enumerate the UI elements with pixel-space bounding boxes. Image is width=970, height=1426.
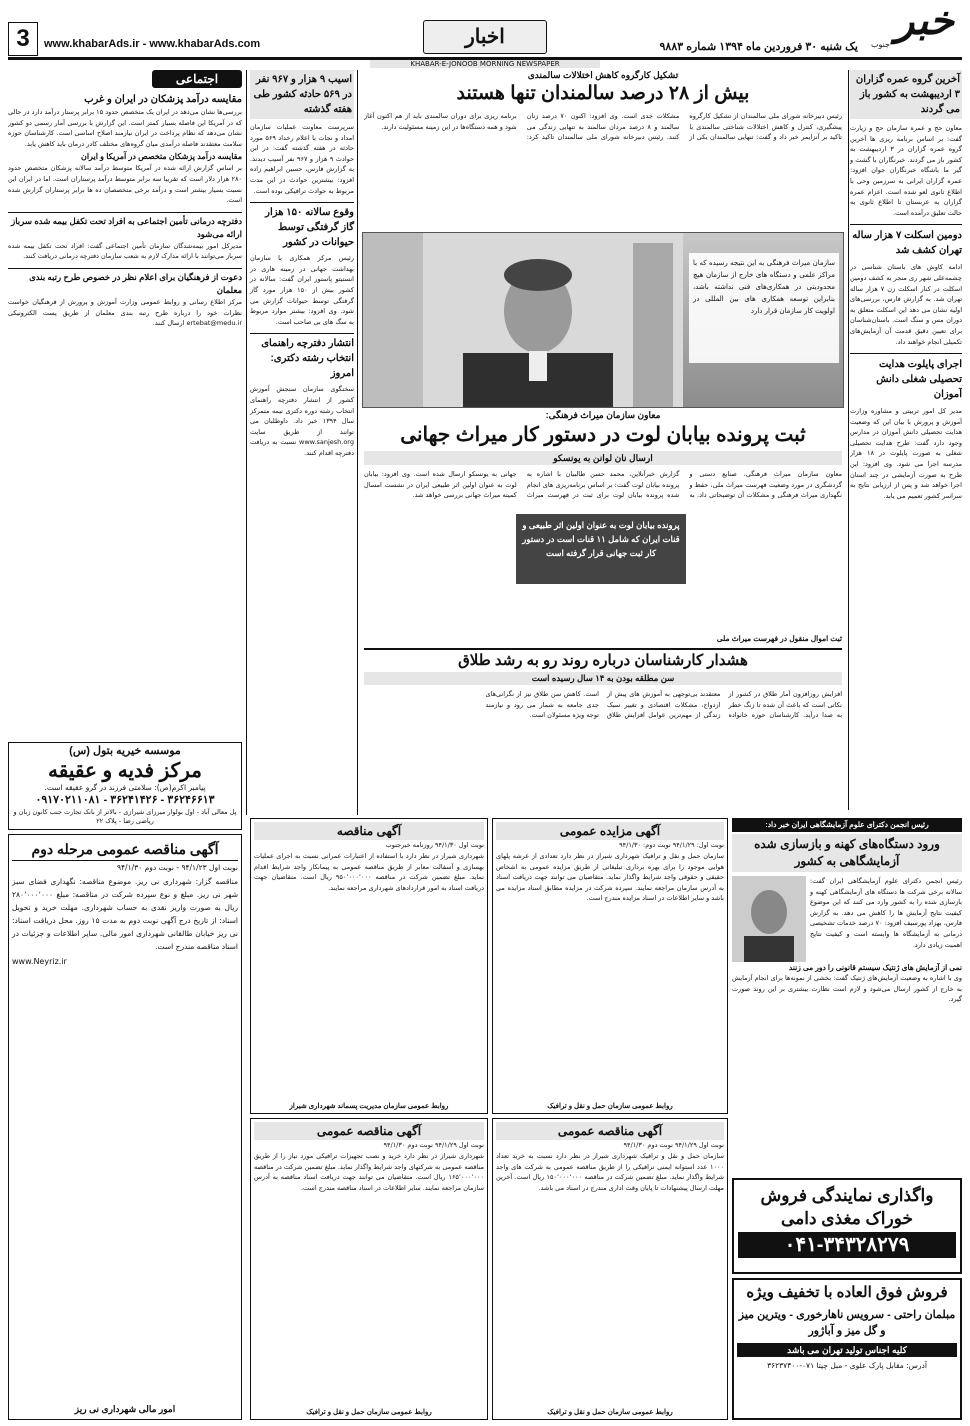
feed-agency-ad <box>732 1178 962 1274</box>
site-url: www.khabarAds.ir - www.khabarAds.com <box>44 38 261 50</box>
heritage-pull-quote <box>516 514 686 584</box>
niriz-tender-ad <box>8 834 242 1420</box>
tender-3-meta: نوبت اول ۹۴/۱/۲۹ نوبت دوم ۹۴/۱/۳۰ <box>623 1141 724 1149</box>
skeleton-headline: دومین اسکلت ۷ هزار ساله تهران کشف شد <box>850 224 962 258</box>
tender-1-meta: نوبت اول: ۹۴/۱/۲۹ نوبت دوم: ۹۴/۱/۳۰ <box>619 841 724 849</box>
social-column <box>8 70 242 738</box>
niriz-tender-title: آگهی مناقصه عمومی مرحله دوم <box>12 838 238 861</box>
feed-ad-title: واگذاری نمایندگی فروش خوراک مغذی دامی <box>760 1186 934 1228</box>
heritage-kicker: معاون سازمان میراث فرهنگی: <box>545 410 661 420</box>
lab-body: رئیس انجمن دکترای علوم آزمایشگاهی ایران گفت: سالانه برخی شرکت ها دستگاه های آزمایشگاهی کهنه و بازسازی شده را به کشور وارد می کنند که این موضوع کیفیت نتایج آزمایش ها را کاهش می دهد. به گزارش فارس، بهزاد پورسیف افزود: ۷۰ درصد خدمات تشخیصی درمانی به آزمایشگاه ها وابسته است و کیفیت نتایج اهمیت زیادی دارد. <box>810 877 962 949</box>
divorce-body: افزایش روزافزون آمار طلاق در کشور از نکاتی است که باعث آن شده تا زنگ خطر به صدا درآید. کارشناسان حوزه خانواده معتقدند بی‌توجهی به آموزش های پیش از ازدواج، مشکلات اقتصادی و تغییر سبک زندگی از مهم‌ترین عوامل افزایش طلاق است. کاهش سن طلاق نیز از نگرانی‌های جدی جامعه به شمار می رود و نیازمند توجه ویژه مسئولان است. <box>485 690 842 720</box>
elderly-kicker: تشکیل کارگروه کاهش اختلالات سالمندی <box>527 70 679 80</box>
tender-2-body: شهرداری شیراز در نظر دارد با استفاده از اعتبارات عمرانی نسبت به اجرای عملیات بهسازی و آسفالت معابر از طریق مناقصه عمومی به پیمانکار واجد شرایط اقدام نماید. مبلغ تضمین شرکت در مناقصه ۹۵۰٬۰۰۰٬۰۰۰ ریال است. متقاضیان جهت دریافت اسناد به امور قراردادهای شهرداری مراجعه نمایند. <box>254 852 484 892</box>
insurance-body: مدیرکل امور بیمه‌شدگان سازمان تأمین اجتماعی گفت: افراد تحت تکفل بیمه شده سرباز می‌توانند با ارائه مدارک لازم به شعب سازمان دفترچه درمانی دریافت کنند. <box>8 241 242 261</box>
doctor-income-title: مقایسه درآمد پزشکان در ایران و غرب <box>84 94 242 105</box>
pull-quote-text: پرونده بیابان لوت به عنوان اولین اثر طبیعی و قنات ایران که شامل ۱۱ قنات است در دستور کار ثبت جهانی قرار گرفته است <box>522 520 680 558</box>
tender-2-footer: روابط عمومی سازمان مدیریت پسماند شهرداری شیراز <box>289 1103 449 1110</box>
lab-subhead: نمی از آزمایش های ژنتیک سیستم قانونی را دور می زنند <box>788 963 962 972</box>
newspaper-logo <box>870 2 960 54</box>
lab-title: ورود دستگاه‌های کهنه و بازسازی شده آزمایشگاهی به کشور <box>732 834 962 872</box>
doctor-income-body-2: بر اساس گزارش ارائه شده در آمریکا متوسط درآمد سالانه پزشکان متخصص حدود ۲۸۰ هزار دلار است که تقریبا سه برابر متوسط درآمد پرستاران است. اما در ایران این نسبت بسیار بیشتر است و درآمد برخی متخصصان ده ها برابر پرستاران گزارش شده است. <box>8 164 242 205</box>
sale-title: فروش فوق العاده با تخفیف ویژه <box>746 1284 948 1301</box>
niriz-tender-meta: نوبت اول ۹۴/۱/۲۳ - نوبت دوم ۹۴/۱/۳۰ <box>116 863 238 872</box>
right-column <box>850 70 962 810</box>
skeleton-body: ادامه کاوش های باستان شناسی در چشمه‌علی شهر ری منجر به کشف دومین اسکلت در کنار اسکلت زن ۷ هزار ساله تهران شد. به گزارش فارس، بررسی‌های اولیه نشان می دهد این اسکلت متعلق به دوران مس و سنگ است. باستان‌شناسان برای تعیین دقیق قدمت آن آزمایش‌های تکمیلی انجام خواهند داد. <box>850 263 962 346</box>
tender-4-meta: نوبت اول ۹۴/۱/۲۹ نوبت دوم ۹۴/۱/۳۰ <box>383 1141 484 1149</box>
page-number: 3 <box>8 22 38 56</box>
guidance-body: مدیر کل امور تربیتی و مشاوره وزارت آموزش و پرورش با بیان این که وضعیت هدایت تحصیلی دانش آموزان در مدارس وجود دارد گفت: طرح هدایت تحصیلی شغلی به صورت پایلوت در ۱۸ هزار مدرسه اجرا می شود. وی افزود: این طرح به صورت آزمایشی در چند استان اجرا خواهد شد و پس از ارزیابی نتایج به سراسر کشور تعمیم می یابد. <box>850 407 962 500</box>
accident-title: اسیب ۹ هزار و ۹۶۷ نفر در ۵۶۹ حادثه کشور طی هفته گذشته <box>250 70 354 119</box>
date-line: یک شنبه ۳۰ فروردین ماه ۱۳۹۴ شماره ۹۸۸۳ <box>659 41 858 53</box>
bite-body: رئیس مرکز همکاری با سازمان بهداشت جهانی در زمینه هاری در انستیتو پاستور ایران گفت: سالانه در کشور بیش از ۱۵۰ هزار مورد گاز گرفتگی توسط حیوانات گزارش می شود. وی افزود: بیشتر موارد مربوط به سگ های بی صاحب است. <box>250 254 355 326</box>
tender-2-meta: نوبت اول ۹۴/۱/۳۰ روزنامه خبرجنوب <box>385 841 484 849</box>
teachers-title: دعوت از فرهنگیان برای اعلام نظر در خصوص طرح رتبه بندی معلمان <box>8 268 242 297</box>
tender-1-body: سازمان حمل و نقل و ترافیک شهرداری شیراز در نظر دارد تعدادی از عرشه پلهای هوایی موجود را برای بهره برداری تبلیغاتی از طریق مزایده عمومی به اشخاص حقیقی و حقوقی واجد شرایط واگذار نماید. متقاضیان می توانند جهت دریافت اسناد به آدرس سازمان مراجعه نمایند. سپرده شرکت در مزایده مطابق اسناد مزایده می باشد و سایر اطلاعات در اسناد مزایده مندرج است. <box>496 852 724 903</box>
umrah-headline: آخرین گروه عمره گزاران ۳ اردیبهشت به کشور باز می گردند <box>850 70 962 119</box>
feed-ad-phone[interactable]: ۰۴۱-۳۴۳۲۸۲۷۹ <box>738 1232 956 1258</box>
niriz-website[interactable]: www.Neyriz.ir <box>12 957 67 966</box>
section-title: اخبار <box>423 20 547 54</box>
tender-3-title: آگهی مناقصه عمومی <box>496 1122 724 1140</box>
charity-ad <box>8 742 242 830</box>
niriz-tender-footer: امور مالی شهرداری نی ریز <box>74 1404 176 1414</box>
masthead <box>0 0 970 68</box>
sale-address: آدرس: مقابل پارک علوی - مبل چیتا ۰۷۱-۳۶۲۳۷۴۰۰ <box>767 1361 927 1370</box>
charity-name: مرکز فدیه و عقیقه <box>48 760 202 782</box>
accident-body: سرپرست معاونت عملیات سازمان امداد و نجات با اعلام رخداد ۵۶۹ مورد حادثه در هفته گذشته گفت: در این حوادث ۹ هزار و ۹۶۷ نفر آسیب دیدند. به گزارش فارس، حسین ابراهیم زاده افزود: بیشترین حوادث در این مدت مربوط به حوادث ترافیکی بوده است. <box>250 123 355 195</box>
heritage-deck: ارسال نان لوانن به یونسکو <box>364 451 842 465</box>
charity-address: پل معالی آباد - اول بولوار میرزای شیرازی - بالاتر از بانک تجارت جنب کانون زبان و ریاضی رضا - پلاک ۲۲ <box>13 808 237 825</box>
official-portrait-photo <box>363 233 683 407</box>
col-divider <box>848 70 849 810</box>
divorce-story <box>364 648 842 813</box>
sale-note: کلیه اجناس تولید تهران می باشد <box>737 1343 957 1357</box>
heritage-sub: ثبت اموال منقول در فهرست میراث ملی <box>716 634 842 643</box>
charity-message: پیامبر اکرم(ص): سلامتی فرزند در گرو عقیقه است. <box>44 783 206 792</box>
doctor-income-sub: مقایسه درآمد پزشکان متخصص در آمریکا و ایران <box>80 152 242 162</box>
elderly-body: رئیس دبیرخانه شورای ملی سالمندان از تشکیل کارگروه پیشگیری، کنترل و کاهش اختلالات شناختی سالمندی با تاکید بر آنزایمر خبر داد و گفت: تنهایی سالمندان یکی از مشکلات جدی است. وی افزود: اکنون ۷۰ درصد زنان سالمند و ۸ درصد مردان سالمند به تنهایی زندگی می کنند. رئیس دبیرخانه شورای ملی سالمندان تاکید کرد: برنامه ریزی برای دوران سالمندی باید از هم اکنون آغاز شود و همه دستگاه‌ها در این زمینه مسئولیت دارند. <box>364 112 842 142</box>
mid-column <box>246 70 358 815</box>
photo-quote-box <box>689 253 839 363</box>
english-band: KHABAR-E-JONOOB MORNING NEWSPAPER <box>370 60 600 68</box>
charity-phones: ۳۶۲۴۶۶۱۳ - ۳۶۲۴۱۴۲۶ - ۰۹۱۷۰۲۱۱۰۸۱ <box>35 794 215 806</box>
guidance-headline: اجرای پایلوت هدایت تحصیلی شغلی دانش آموزان <box>850 353 962 402</box>
heritage-story <box>364 410 842 645</box>
divorce-title: هشدار کارشناسان درباره روند رو به رشد طلاق <box>458 652 748 669</box>
tender-3-body: سازمان حمل و نقل و ترافیک شهرداری شیراز در نظر دارد نسبت به خرید تعداد ۱۰۰۰ عدد استوانه ایمنی ترافیکی را از طریق مناقصه عمومی به شرکت های واجد شرایط واگذار نماید. مبلغ تضمین شرکت در مناقصه ۱۵۰٬۰۰۰٬۰۰۰ ریال است. آخرین مهلت ارسال پیشنهادات تا پایان وقت اداری مندرج در اسناد می باشد. <box>496 1152 724 1192</box>
tender-ad-4 <box>250 1118 488 1420</box>
bite-title: وقوع سالانه ۱۵۰ هزار گاز گرفتگی توسط حیوانات در کشور <box>250 202 354 250</box>
lab-band: رئیس انجمن دکترای علوم آزمایشگاهی ایران خبر داد: <box>732 818 962 832</box>
niriz-tender-body: مناقصه گزار: شهرداری نی ریز. موضوع مناقصه: نگهداری فضای سبز شهر نی ریز. مبلغ و نوع سپرده شرکت در مناقصه: مبلغ ۲۸۰٬۰۰۰٬۰۰۰ ریال به صورت واریز نقدی به حساب شهرداری. مهلت خرید و تحویل اسناد: از تاریخ درج آگهی نوبت دوم به مدت ۱۵ روز. محل دریافت اسناد: نی ریز خیابان طالقانی شهرداری امور مالی. سایر اطلاعات و جزئیات در اسناد مناقصه مندرج است. <box>12 877 238 951</box>
tender-4-footer: روابط عمومی سازمان حمل و نقل و ترافیک <box>306 1409 432 1416</box>
tender-ad-2 <box>250 818 488 1114</box>
lab-official-photo <box>732 876 806 962</box>
social-section-label: اجتماعی <box>152 70 242 88</box>
elderly-title: بیش از ۲۸ درصد سالمندان تنها هستند <box>456 83 750 104</box>
elderly-story <box>364 70 842 230</box>
tender-2-title: آگهی مناقصه <box>254 822 484 840</box>
doctor-income-body: بررسی‌ها نشان می‌دهد در ایران یک متخصص حدود ۱۵ برابر پرستار درآمد دارد در حالی که در آمریکا این فاصله بسیار کمتر است. این گزارش با بررسی آمار رسمی دو کشور نشان می‌دهد که نظام پرداخت در ایران نیازمند اصلاح اساسی است. کارشناسان حوزه سلامت معتقدند فاصله درآمدی میان گروه‌های مختلف کادر درمان باید کاهش یابد. <box>8 108 242 148</box>
logo-text: خبر <box>895 2 954 43</box>
lab-body-2: وی با اشاره به وضعیت آزمایش‌های ژنتیک گفت: بخشی از نمونه‌ها برای انجام آزمایش به خارج از کشور ارسال می‌شود و لازم است نظارت بیشتری بر این روند صورت گیرد. <box>732 974 962 1004</box>
teachers-body: مرکز اطلاع رسانی و روابط عمومی وزارت آموزش و پرورش از فرهنگیان خواست نظرات خود را درباره طرح رتبه بندی معلمان از طریق پست الکترونیکی ertebat@medu.ir ارسال کنند. <box>8 297 242 328</box>
lab-story <box>732 818 962 1174</box>
divorce-deck: سن مطلقه بودن به ۱۴ سال رسیده است <box>364 672 842 685</box>
umrah-body: معاون حج و عمره سازمان حج و زیارت گفت: بر اساس برنامه ریزی ها آخرین گروه عمره گزاران در ۳ اردیبهشت به کشور باز می گردند. خبرنگاران با گشت و گیر ما باشگاه خبرنگاران جوان افزود: عمره گزاران ایرانی به سرزمین وحی با اطلاع ثانوی لغو شده است. اعزام عمره گزاران به عربستان تا اطلاع ثانوی به حالت تعلیق درآمده است. <box>850 124 962 217</box>
tender-1-footer: روابط عمومی سازمان حمل و نقل و ترافیک <box>547 1103 673 1110</box>
tender-1-title: آگهی مزایده عمومی <box>496 822 724 840</box>
tender-4-body: شهرداری شیراز در نظر دارد خرید و نصب تجهیزات ترافیکی مورد نیاز را از طریق مناقصه عمومی به شرکتهای واجد شرایط واگذار نماید. مبلغ تضمین شرکت در مناقصه ۱۶۵٬۰۰۰٬۰۰۰ ریال است. متقاضیان می توانند جهت دریافت اسناد مناقصه به آدرس سازمان مراجعه نمایند. سایر اطلاعات در اسناد مناقصه مندرج است. <box>254 1152 484 1192</box>
photo-quote: سازمان میراث فرهنگی به این نتیجه رسیده که با مراکز علمی و دستگاه های خارج از سازمان هیچ محدودیتی در همکاری‌های فنی نداشته باشد، بنابراین توسعه همکاری های بین المللی در اولویت کار سازمان قرار دارد <box>693 259 835 315</box>
insurance-title: دفترچه درمانی تأمین اجتماعی به افراد تحت تکفل بیمه شده سرباز ارائه می‌شود <box>8 212 242 241</box>
phd-body: سخنگوی سازمان سنجش آموزش کشور از انتشار دفترچه راهنمای انتخاب رشته دوره دکتری نیمه متمرکز سال ۱۳۹۴ خبر داد. داوطلبان می توانند از طریق سایت www.sanjesh.org نسبت به دریافت دفترچه اقدام کنند. <box>250 385 354 457</box>
tender-4-title: آگهی مناقصه عمومی <box>254 1122 484 1140</box>
phd-title: انتشار دفترچه راهنمای انتخاب رشته دکتری: امروز <box>250 333 354 381</box>
furniture-sale-ad <box>732 1278 962 1420</box>
heritage-body: معاون سازمان میراث فرهنگی، صنایع دستی و گردشگری در مورد وضعیت فهرست میراث ملی، حفظ و نگهداری میراث فرهنگی و مشکلات آن توضیحاتی داد. به گزارش خبرآنلاین، محمد حسن طالبیان با اشاره به پرونده بیابان لوت گفت: بر اساس برنامه‌ریزی های انجام شده پرونده بیابان لوت برای ثبت در فهرست میراث جهانی به یونسکو ارسال شده است. وی افزود: بیابان لوت به عنوان اولین اثر طبیعی ایران در نشست امسال کمیته میراث جهانی بررسی خواهد شد. <box>364 470 842 500</box>
heritage-title: ثبت پرونده بیابان لوت در دستور کار میراث جهانی <box>400 424 806 446</box>
charity-title: موسسه خیریه بتول (س) <box>69 745 181 757</box>
sale-items: مبلمان راحتی - سرویس ناهارخوری - ویترین میز و گل میز و آباژور <box>738 1309 956 1337</box>
heritage-photo <box>362 232 844 408</box>
logo-sub: جنوب <box>870 40 890 49</box>
tender-3-footer: روابط عمومی سازمان حمل و نقل و ترافیک <box>547 1409 673 1416</box>
tender-ad-3 <box>492 1118 728 1420</box>
tender-ad-1 <box>492 818 728 1114</box>
